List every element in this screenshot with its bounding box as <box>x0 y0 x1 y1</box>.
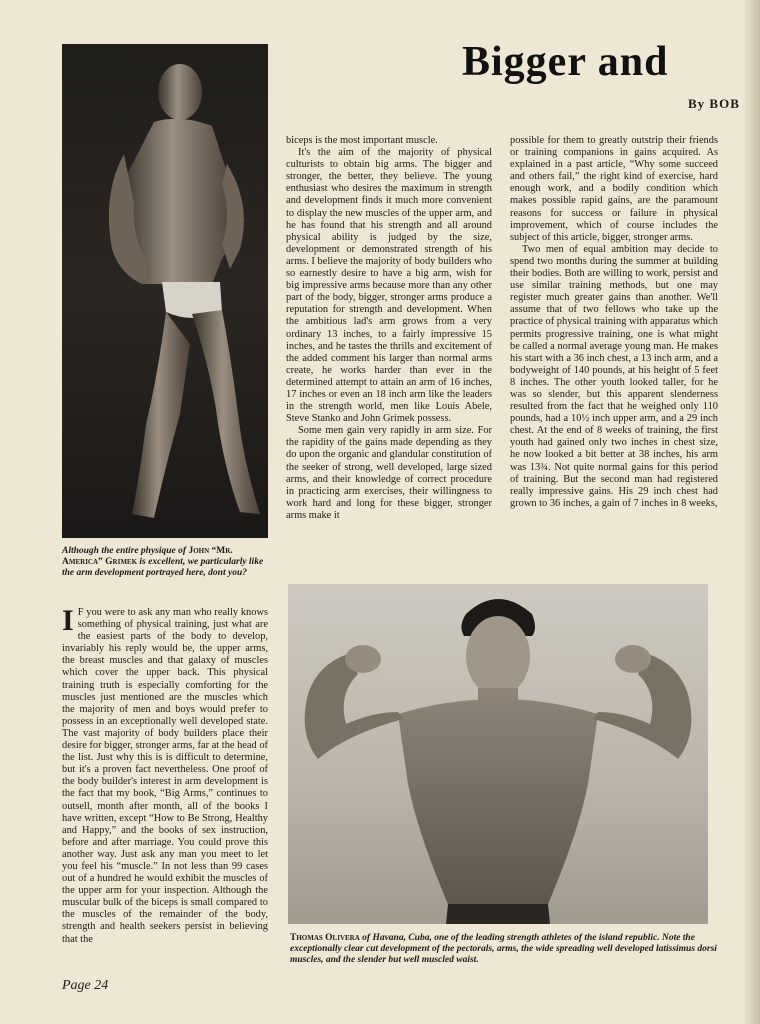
paragraph-text: F you were to ask any man who really knows something of physical training, just what are the easiest parts of the body to develop, invariably his reply would be, the upper arms, the breast muscles and that galaxy of muscles which cover the upper back. This physical training truth is especially comforting for the muscles just mentioned are the muscles which the majority of men and boys would prefer to possess in an exceptionally well developed state. The vast majority of body builders place their desire for bigger, stronger arms, far at the head of the list. Just why this is is difficult to determine, but it's a proven fact nevertheless. One proof of the body builder's interest in arm development is the fact that my book, “Big Arms,” continues to outsell, month after month, all of the books I have written, except “How to Be Strong, Healthy and Happy,” and the books of sex instruction, before and after marriage. You could prove this another way. Just ask any man you meet to let you feel his “muscle.” In not less than 99 cases out of a hundred he would exhibit the muscles of the upper arm for your inspection. Although the muscular bulk of the biceps is small compared to the muscles of the remainder of the body, strength and health seekers persist in believing that the <box>62 607 268 945</box>
photo-olivera <box>288 584 708 924</box>
double-biceps-figure <box>288 584 708 924</box>
text-column-1 <box>62 604 268 946</box>
caption-subject-name: Thomas Olivera <box>290 933 360 943</box>
paragraph: It's the aim of the majority of physical culturists to obtain big arms. The bigger and stronger, the better, they believe. The young enthusiast who desires the maximum in strength and development finds it much more convenient to display the new muscles of the upper arm, and he has found that his strength and all around physical ability is judged by the size, development or demonstrated strength of his arms. I believe the majority of body builders who so earnestly desire to have a big arm, wish for big impressive arms because more than any other part of the body, bigger, stronger arms produce a reputation for strength and development. When the ambitious lad's arm grows from a very ordinary 13 inches, to a fairly impressive 15 inches, and he tastes the thrills and excitement of the added comment his larger than normal arms create, he works harder than ever in the determined attempt to attain an arm of 16 inches, 17 inches or even an 18 inch arm like the leaders in the strength world, men like Louis Abele, Steve Stanko and John Grimek possess. <box>286 147 492 425</box>
paragraph: biceps is the most important muscle. <box>286 135 438 146</box>
photo-caption-olivera <box>290 933 718 967</box>
paragraph: Two men of equal ambition may decide to spend two months during the summer at building their bodies. Both are willing to work, persist and use similar training methods, but one may register much greater gains than another. We'll assume that of two fellows who take up the practice of physical training with apparatus which permits progressive training, one is what might be called a normal average young man. He makes his start with a 36 inch chest, a 13 inch arm, and a bodyweight of 140 pounds, at his height of 5 feet 8 inches. The other youth looked taller, for he was so slender, but this apparent slenderness resulted from the fact that he weighed only 110 pounds, had a 10½ inch upper arm, and a 29 inch chest. At the end of 8 weeks of training, the first youth had gained only two inches in chest size, he now looked a bit better at 38 inches, his arm was 13¾. Not quite normal gains for this period of training. But the second man had registered really impressive gains. His 29 inch chest had grown to 36 inches, a gain of 7 inches in 8 weeks, <box>510 243 718 509</box>
photo-grimek <box>62 44 268 538</box>
paragraph: Some men gain very rapidly in arm size. For the rapidity of the gains made depending as they do upon the organic and glandular constitution of the seeker of strong, well developed, large sized arms, and their knowledge of correct procedure in practicing arm exercises, their willingness to work hard and long for these bigger, stronger arms make it <box>286 425 492 521</box>
caption-subject-name: John “Mr. America” Grimek <box>62 546 233 568</box>
paragraph <box>62 604 268 946</box>
page-number: Page 24 <box>62 978 109 993</box>
page-edge-shadow <box>742 0 760 1024</box>
drop-cap: I <box>62 604 74 637</box>
text-column-3 <box>510 135 718 510</box>
caption-lead: Although the entire physique of <box>62 546 189 556</box>
text-column-2 <box>286 135 492 522</box>
bodybuilder-silhouette <box>62 44 268 538</box>
article-title: Bigger and <box>462 39 669 85</box>
caption-text: is excellent, we particularly like the arm development portrayed here, dont you? <box>62 557 264 579</box>
photo-caption-grimek <box>62 546 268 580</box>
byline: By BOB <box>688 96 740 111</box>
paragraph: possible for them to greatly outstrip their friends or training companions in gains acquired. As explained in a past article, “Why some succeed and others fail,” the right kind of exercise, hard enough work, and a bodily condition which makes possible rapid gains, are the paramount reasons for success or failure in physical improvement, which of course includes the subject of this article, bigger, stronger arms. <box>510 135 718 243</box>
caption-text: of Havana, Cuba, one of the leading strength athletes of the island republic. Note the exceptionally clear cut development of the pectorals, arms, the wide spreading well developed latissimus dorsi muscles, and the slender but well muscled waist. <box>290 933 717 966</box>
